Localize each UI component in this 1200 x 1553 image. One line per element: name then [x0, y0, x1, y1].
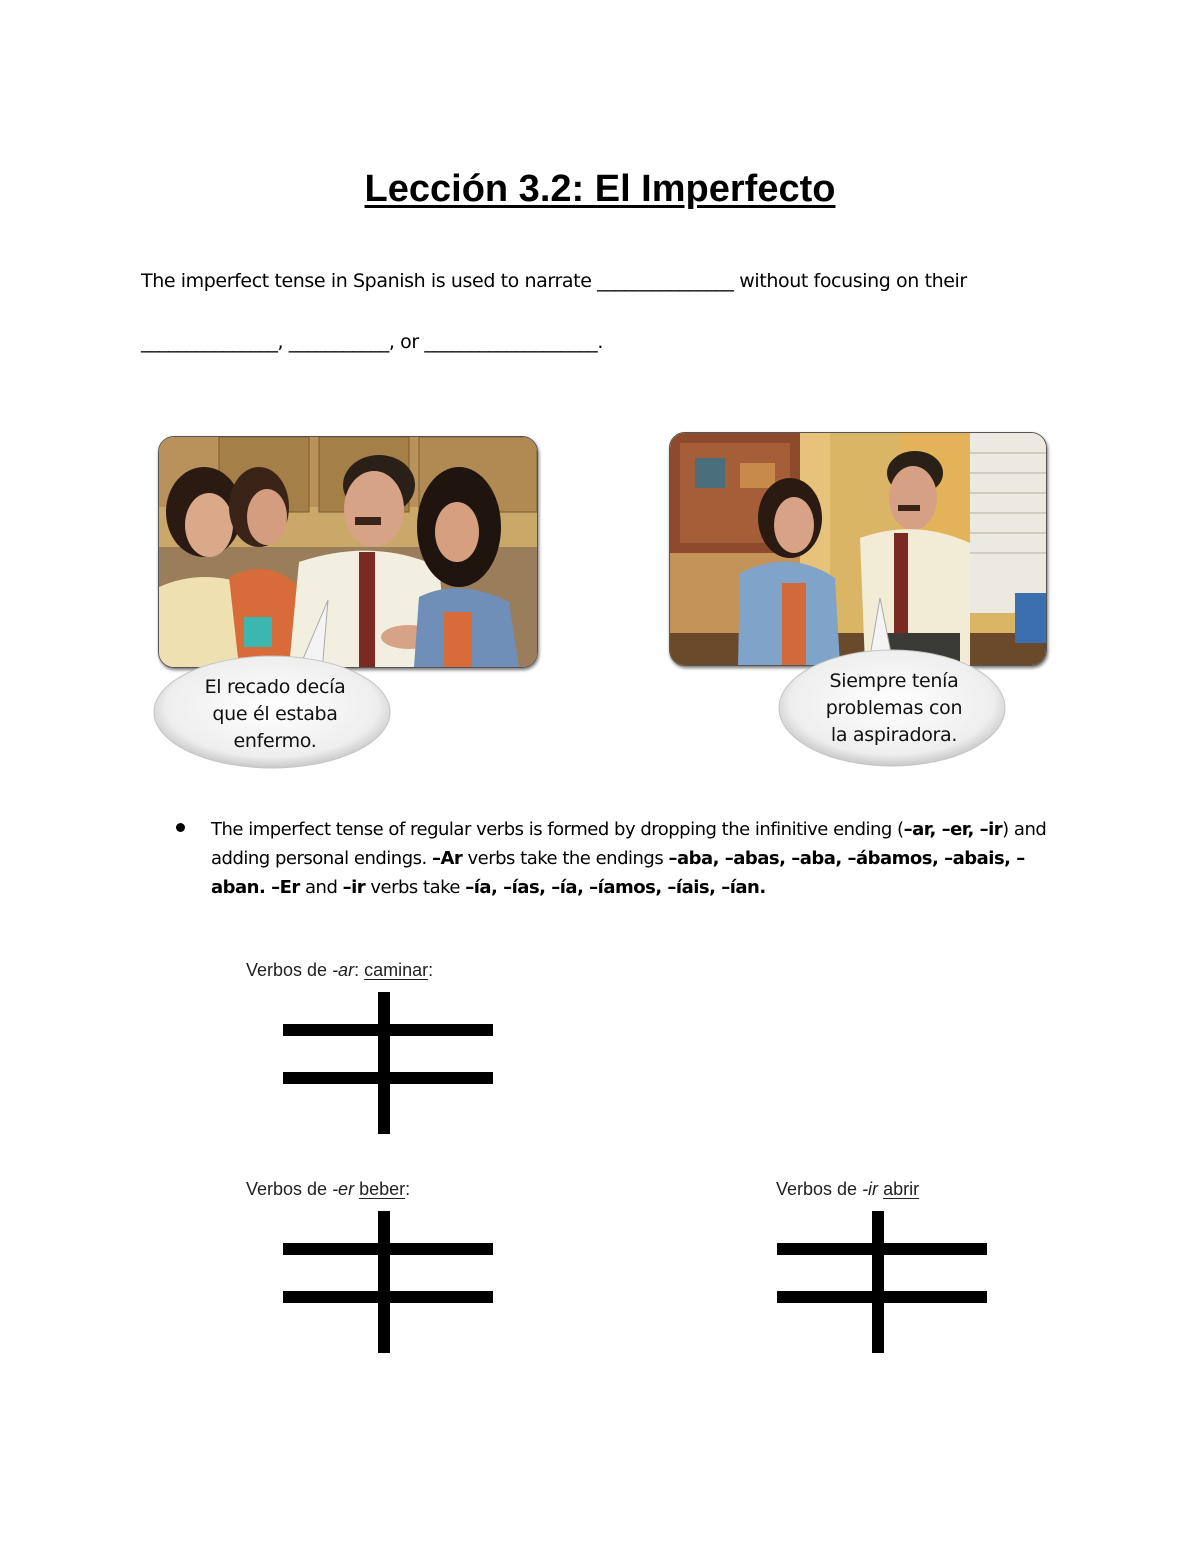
page-title: Lección 3.2: El Imperfecto [364, 168, 836, 210]
conjugation-grid-ir [777, 1211, 987, 1353]
verb-label-er: Verbos de -er beber: [246, 1179, 411, 1199]
intro-line-1: The imperfect tense in Spanish is used to narrate _______________ without focusing on their [141, 270, 967, 292]
intro-line-2: _______________, ___________, or ___________________. [141, 331, 603, 353]
conjugation-grid-ar [283, 992, 493, 1134]
verb-label-ar: Verbos de -ar: caminar: [246, 960, 434, 980]
bullet-icon [176, 823, 185, 832]
speech-bubble-1-text: El recado decía que él estaba enfermo. [204, 676, 346, 752]
verb-label-ir: Verbos de -ir abrir [776, 1179, 920, 1199]
conjugation-grid-er [283, 1211, 493, 1353]
bullet-paragraph: The imperfect tense of regular verbs is formed by dropping the infinitive ending (–ar, –er, –ir) and adding personal endings. –Ar verbs take the endings –aba, –abas, –aba, –ábamos, –abais, –aban. –Er and –ir verbs take –ía, –ías, –ía, –íamos, –íais, –ían. [211, 819, 1047, 898]
speech-bubble-2-text: Siempre tenía problemas con la aspiradora. [825, 670, 963, 746]
